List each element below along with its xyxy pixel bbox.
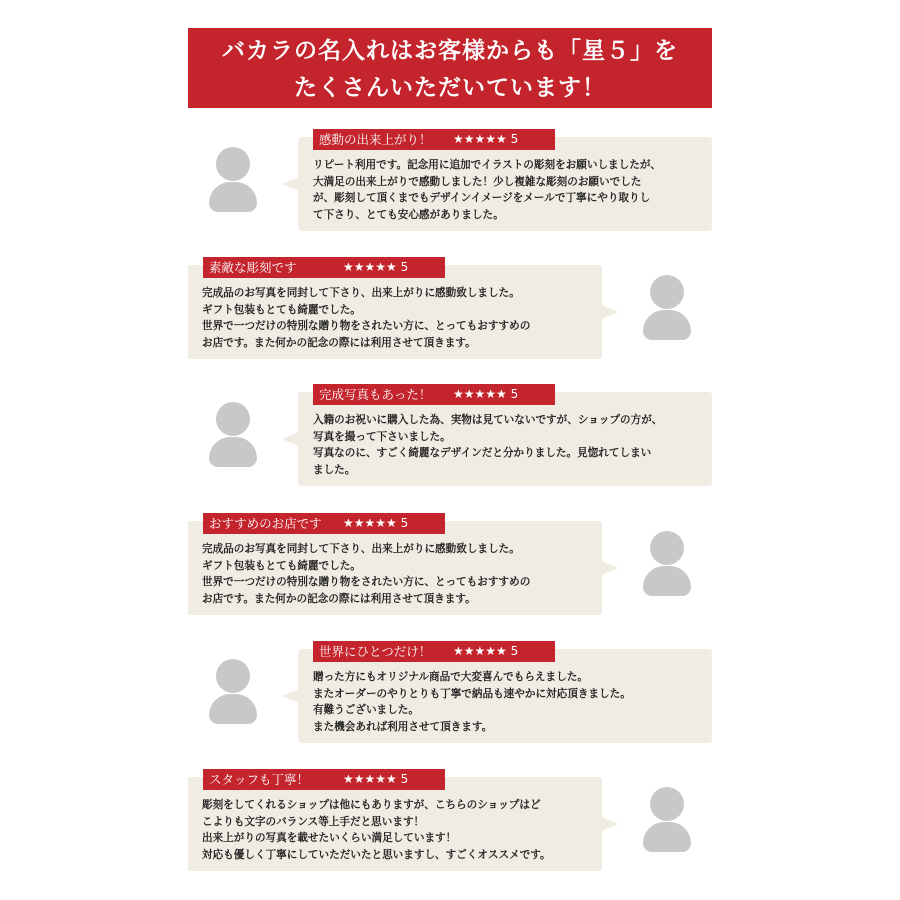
speech-bubble-tail xyxy=(602,305,618,319)
speech-bubble-tail xyxy=(282,432,298,446)
review-body xyxy=(313,412,662,478)
star-rating: ★★★★★ 5 xyxy=(343,260,409,274)
avatar-head xyxy=(650,531,684,565)
review-title-banner xyxy=(313,384,555,405)
review-body xyxy=(202,285,530,351)
review-title-banner xyxy=(203,257,445,278)
star-rating: ★★★★★ 5 xyxy=(453,132,519,146)
star-rating: ★★★★★ 5 xyxy=(453,644,519,658)
speech-bubble-tail xyxy=(602,817,618,831)
review-title: 世界にひとつだけ！ xyxy=(319,644,432,659)
header-line-2: たくさんいただいています！ xyxy=(294,74,606,101)
review-line: お店です。また何かの記念の際には利用させて頂きます。 xyxy=(202,592,476,605)
review-line: またオーダーのやりとりも丁寧で納品も速やかに対応頂きました。 xyxy=(313,687,631,700)
review-card xyxy=(298,392,712,486)
review-line: 出来上がりの写真を載せたいくらい満足しています！ xyxy=(202,832,457,844)
avatar-body xyxy=(209,182,257,212)
speech-bubble-tail xyxy=(282,689,298,703)
avatar-body xyxy=(209,694,257,724)
review-body xyxy=(313,157,661,223)
review-line: こよりも文字のバランス等上手だと思います！ xyxy=(202,815,425,828)
star-rating: ★★★★★ 5 xyxy=(343,772,409,786)
review-line: また機会あれば利用させて頂きます。 xyxy=(313,720,493,733)
review-line: 贈った方にもオリジナル商品で大変喜んでもらえました。 xyxy=(313,671,588,683)
review-title: 感動の出来上がり！ xyxy=(319,132,432,147)
user-avatar-icon xyxy=(643,787,691,851)
review-line: 大満足の出来上がりで感動しました！少し複雑な彫刻のお願いでした xyxy=(313,175,642,188)
user-avatar-icon xyxy=(643,275,691,339)
review-line: 世界で一つだけの特別な贈り物をされたい方に、とってもおすすめの xyxy=(202,576,531,588)
review-title: スタッフも丁寧！ xyxy=(209,772,310,787)
avatar-head xyxy=(216,147,250,181)
user-avatar-icon xyxy=(643,531,691,595)
review-title: 素敵な彫刻です xyxy=(209,260,297,275)
review-line: お店です。また何かの記念の際には利用させて頂きます。 xyxy=(202,336,476,349)
avatar-head xyxy=(216,659,250,693)
review-line: 彫刻をしてくれるショップは他にもありますが、こちらのショップはど xyxy=(202,799,541,811)
speech-bubble-tail xyxy=(602,561,618,575)
avatar-body xyxy=(643,822,691,852)
review-line: 有難うございました。 xyxy=(313,704,419,716)
review-line: 写真を撮って下さいました。 xyxy=(313,430,451,443)
page-header xyxy=(188,28,712,108)
review-title: おすすめのお店です xyxy=(209,516,322,531)
star-rating: ★★★★★ 5 xyxy=(343,516,409,530)
review-line: 完成品のお写真を同封して下さり、出来上がりに感動致しました。 xyxy=(202,543,520,555)
review-line: ギフト包装もとても綺麗でした。 xyxy=(202,303,361,316)
review-line: ました。 xyxy=(313,463,356,476)
review-line: が、彫刻して頂くまでもデザインイメージをメールで丁寧にやり取りし xyxy=(313,192,651,204)
review-line: 対応も優しく丁寧にしていただいたと思いますし、すごくオススメです。 xyxy=(202,848,551,861)
review-line: て下さり、とても安心感がありました。 xyxy=(313,208,504,221)
avatar-head xyxy=(650,787,684,821)
review-title-banner xyxy=(203,513,445,534)
review-line: 世界で一つだけの特別な贈り物をされたい方に、とってもおすすめの xyxy=(202,320,531,332)
review-card xyxy=(188,521,602,615)
review-line: 写真なのに、すごく綺麗なデザインだと分かりました。見惚れてしまい xyxy=(313,447,652,459)
review-card xyxy=(188,777,602,871)
user-avatar-icon xyxy=(209,402,257,466)
review-title: 完成写真もあった！ xyxy=(319,387,432,402)
review-card xyxy=(298,137,712,231)
review-body xyxy=(202,797,551,863)
review-card xyxy=(298,649,712,743)
avatar-head xyxy=(650,275,684,309)
review-line: 入籍のお祝いに購入した為、実物は見ていないですが、ショップの方が、 xyxy=(313,414,663,426)
user-avatar-icon xyxy=(209,659,257,723)
review-line: ギフト包装もとても綺麗でした。 xyxy=(202,559,361,572)
review-line: 完成品のお写真を同封して下さり、出来上がりに感動致しました。 xyxy=(202,287,520,299)
review-body xyxy=(202,541,530,607)
avatar-body xyxy=(209,437,257,467)
avatar-body xyxy=(643,310,691,340)
avatar-body xyxy=(643,566,691,596)
review-body xyxy=(313,669,631,735)
review-line: リピート利用です。記念用に追加でイラストの彫刻をお願いしましたが、 xyxy=(313,159,662,171)
user-avatar-icon xyxy=(209,147,257,211)
review-title-banner xyxy=(313,129,555,150)
avatar-head xyxy=(216,402,250,436)
header-line-1: バカラの名入れはお客様からも「星５」を xyxy=(222,37,678,64)
speech-bubble-tail xyxy=(282,177,298,191)
review-title-banner xyxy=(203,769,445,790)
review-title-banner xyxy=(313,641,555,662)
star-rating: ★★★★★ 5 xyxy=(453,387,519,401)
review-card xyxy=(188,265,602,359)
